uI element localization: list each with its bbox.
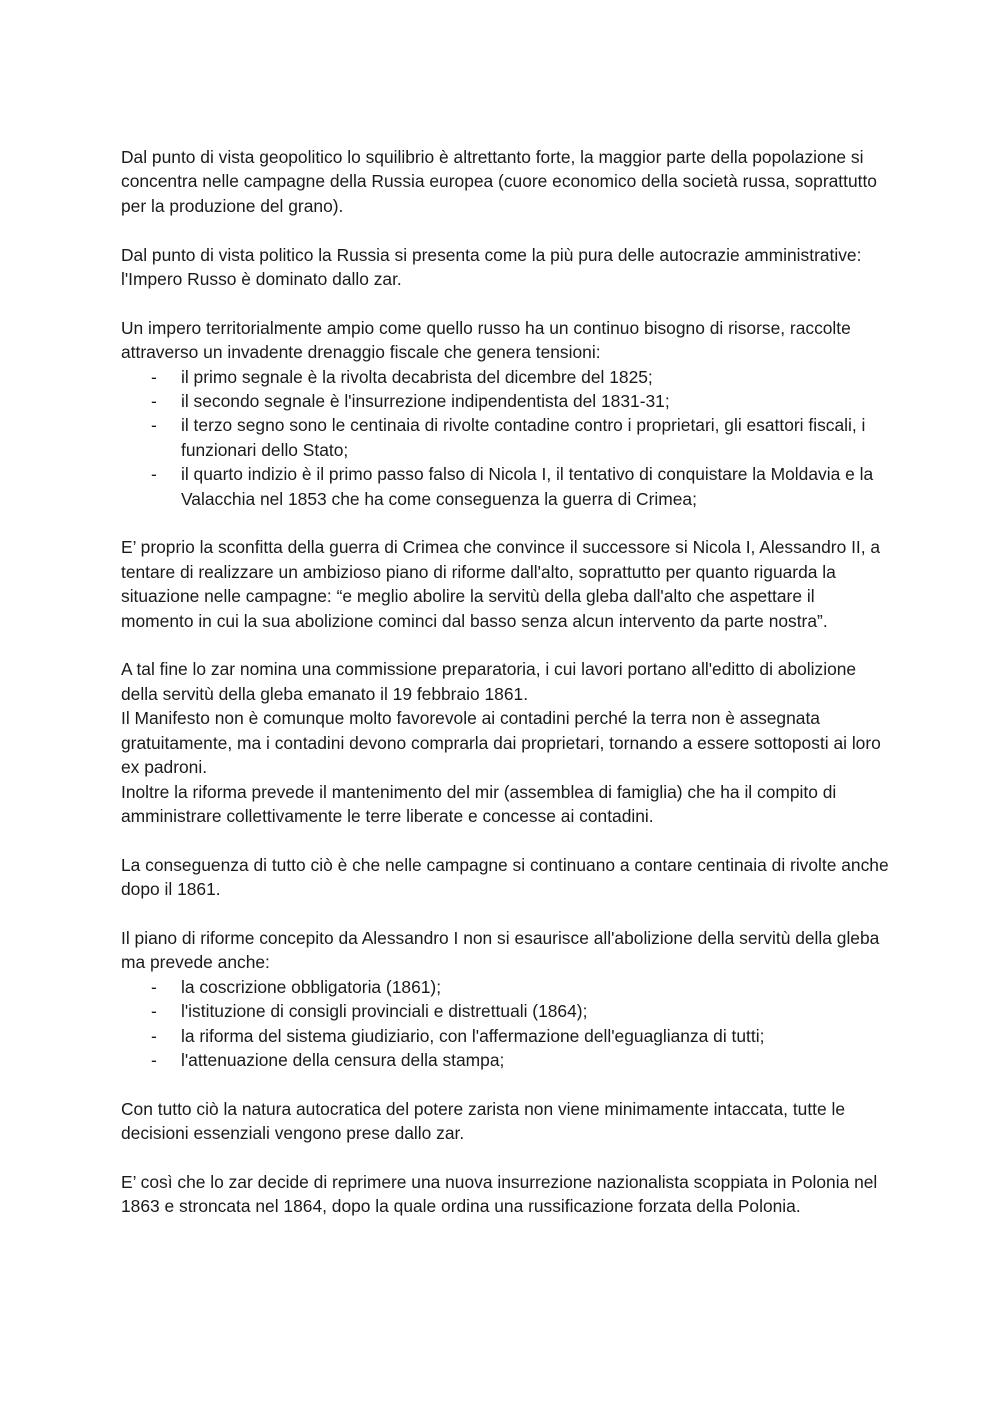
list-item-text: il quarto indizio è il primo passo falso di Nicola I, il tentativo di conquistare la Moldavia e la Valacchia nel 1853 che ha come conseguenza la guerra di Crimea; [181, 464, 874, 509]
list-item-text: la riforma del sistema giudiziario, con l'affermazione dell'eguaglianza di tutti; [181, 1025, 765, 1046]
list-item-text: l'attenuazione della censura della stampa; [181, 1049, 505, 1070]
list-item-text: il secondo segnale è l'insurrezione indipendentista del 1831-31; [181, 391, 670, 412]
document-page [121, 145, 891, 1219]
dash-bullet: - [151, 976, 157, 997]
dash-bullet: - [151, 1049, 157, 1070]
list-item [121, 462, 891, 511]
paragraph-gap [121, 1146, 891, 1170]
paragraph-geopolitics: Dal punto di vista geopolitico lo squilibrio è altrettanto forte, la maggior parte della popolazione si concentra nelle campagne della Russia europea (cuore economico della società russa, soprattutto per la produzione del grano). [121, 147, 877, 216]
paragraph-consequence: La conseguenza di tutto ciò è che nelle campagne si continuano a contare centinaia di rivolte anche dopo il 1861. [121, 854, 889, 900]
paragraph-manifesto: Il Manifesto non è comunque molto favorevole ai contadini perché la terra non è assegnata gratuitamente, ma i contadini devono comprarla dai proprietari, tornando a essere sottoposti ai loro ex padroni. [121, 708, 881, 778]
paragraph-reform-plan: Il piano di riforme concepito da Alessandro I non si esaurisce all'abolizione della servitù della gleba ma prevede anche: [121, 927, 880, 973]
list-item [121, 975, 891, 999]
list-item [121, 365, 891, 389]
paragraph-gap [121, 291, 891, 315]
paragraph-gap [121, 902, 891, 926]
list-item-text: la coscrizione obbligatoria (1861); [181, 976, 442, 997]
paragraph-autocracy: Con tutto ciò la natura autocratica del potere zarista non viene minimamente intaccata, tutte le decisioni essenziali vengono prese dallo zar. [121, 1098, 846, 1144]
paragraph-mir: Inoltre la riforma prevede il mantenimento del mir (assemblea di famiglia) che ha il compito di amministrare collettivamente le terre liberate e concesse ai contadini. [121, 781, 837, 826]
paragraph-gap [121, 511, 891, 535]
list-item-text: il primo segnale è la rivolta decabrista del dicembre del 1825; [181, 366, 653, 387]
dash-bullet: - [151, 464, 157, 485]
tension-signals-list [121, 365, 891, 511]
dash-bullet: - [151, 366, 157, 387]
list-item [121, 999, 891, 1023]
list-item-text: l'istituzione di consigli provinciali e distrettuali (1864); [181, 1001, 588, 1022]
dash-bullet: - [151, 391, 157, 412]
reforms-list [121, 975, 891, 1073]
paragraph-commission: A tal fine lo zar nomina una commissione preparatoria, i cui lavori portano all'editto di abolizione della servitù della gleba emanato il 19 febbraio 1861. [121, 659, 857, 704]
dash-bullet: - [151, 1001, 157, 1022]
list-item [121, 413, 891, 462]
list-item [121, 389, 891, 413]
paragraph-poland: E’ così che lo zar decide di reprimere una nuova insurrezione nazionalista scoppiata in Polonia nel 1863 e stroncata nel 1864, dopo la quale ordina una russificazione forzata della Polonia. [121, 1171, 878, 1217]
paragraph-gap [121, 828, 891, 852]
paragraph-gap [121, 218, 891, 242]
paragraph-gap [121, 1072, 891, 1096]
paragraph-gap [121, 633, 891, 657]
list-item [121, 1048, 891, 1072]
paragraph-fiscal-tensions: Un impero territorialmente ampio come quello russo ha un continuo bisogno di risorse, raccolte attraverso un invadente drenaggio fiscale che genera tensioni: [121, 317, 851, 363]
paragraph-politics: Dal punto di vista politico la Russia si presenta come la più pura delle autocrazie amministrative: l'Impero Russo è dominato dallo zar. [121, 244, 862, 290]
dash-bullet: - [151, 1025, 157, 1046]
list-item [121, 1024, 891, 1048]
paragraph-crimea-reforms: E’ proprio la sconfitta della guerra di Crimea che convince il successore si Nicola I, Alessandro II, a tentare di realizzare un ambizioso piano di riforme dall'alto, soprattutto per quanto riguarda la situazione nelle campagne: “e meglio abolire la servitù della gleba dall'alto che aspettare il momento in cui la sua abolizione cominci dal basso senza alcun intervento da parte nostra”. [121, 537, 881, 631]
dash-bullet: - [151, 415, 157, 436]
list-item-text: il terzo segno sono le centinaia di rivolte contadine contro i proprietari, gli esattori fiscali, i funzionari dello Stato; [181, 415, 866, 460]
